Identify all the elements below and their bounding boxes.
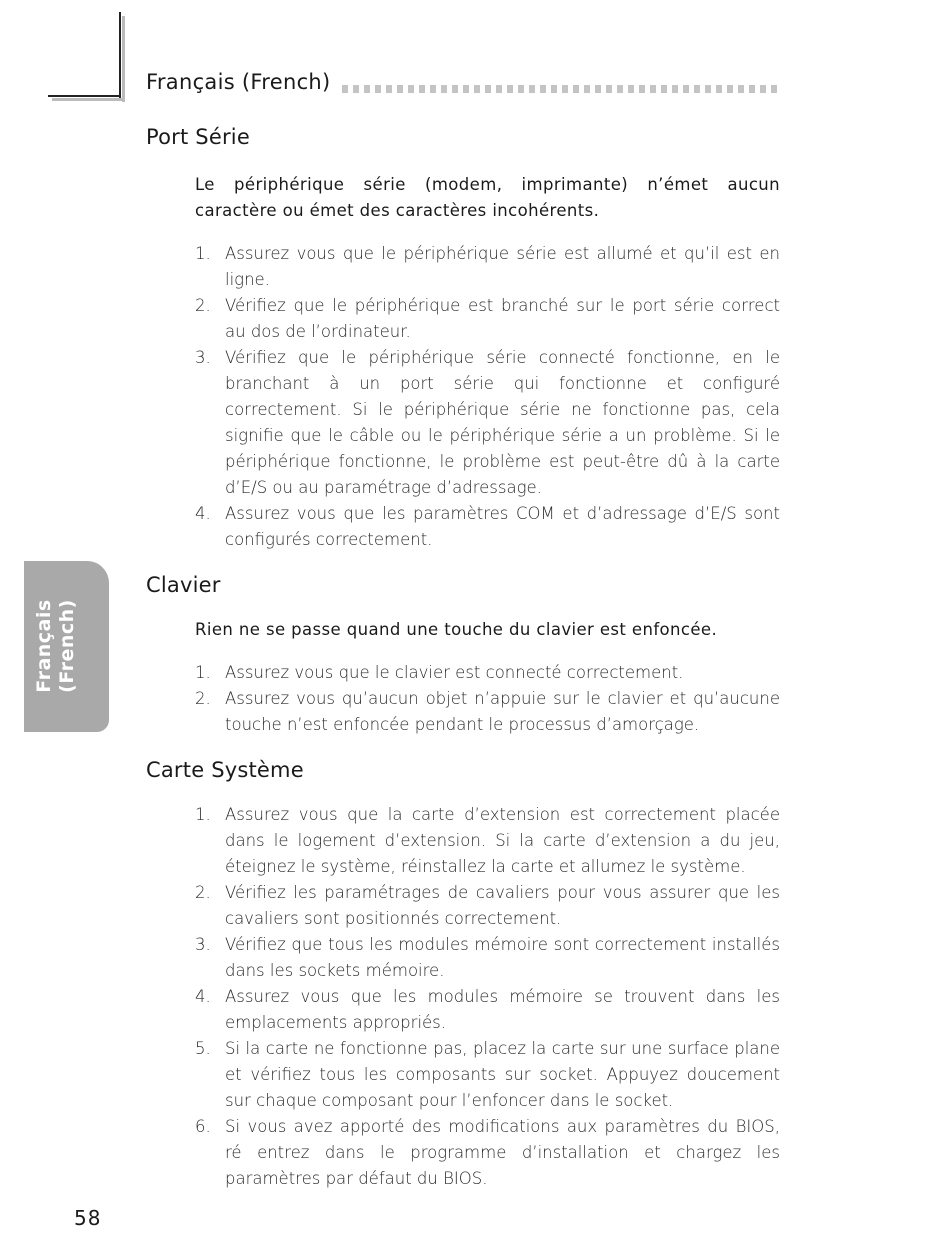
page-number: 58 [74,1206,102,1230]
list-item: 1. Assurez vous que le périphérique série est allumé et qu’il est en ligne. [195,244,780,289]
list-item: 3. Vérifiez que le périphérique série connecté fonctionne, en le branchant à un port série qui fonctionne et configuré correctement. Si le périphérique série ne fonctionne pas, cela signifie que le câble ou le périphérique série a un problème. Si le périphérique fonctionne, le problème est peut-être dû à la carte d’E/S ou au paramétrage d’adressage. [195,348,780,497]
steps-list-clavier [195,660,780,738]
section-title-carte-systeme: Carte Système [146,758,304,782]
header-dotted-rule [342,85,782,93]
list-item: 1. Assurez vous que le clavier est connecté correctement. [195,663,684,682]
list-item: 4. Assurez vous que les modules mémoire se trouvent dans les emplacements appropriés. [195,987,780,1032]
section-title-clavier: Clavier [146,573,221,597]
steps-list-port-serie [195,241,780,553]
list-item: 1. Assurez vous que la carte d’extension est correctement placée dans le logement d’extension. Si la carte d’extension a du jeu, éteignez le système, réinstallez la carte et allumez le système. [195,805,780,876]
steps-list-carte-systeme [195,802,780,1192]
side-tab-line2: (French) [56,599,78,693]
section-lead-clavier: Rien ne se passe quand une touche du clavier est enfoncée. [195,620,718,639]
corner-mark-shadow-horizontal [52,98,125,101]
side-tab-line1: Français [33,599,55,693]
list-item: 2. Vérifiez les paramétrages de cavaliers pour vous assurer que les cavaliers sont positionnés correctement. [195,883,780,928]
section-lead-port-serie: Le périphérique série (modem, imprimante) n’émet aucun caractère ou émet des caractères incohérents. [195,175,780,220]
corner-mark-horizontal [48,95,121,97]
list-item: 2. Assurez vous qu’aucun objet n’appuie sur le clavier et qu’aucune touche n’est enfoncée pendant le processus d’amorçage. [195,689,780,734]
corner-mark-shadow-vertical [122,16,125,102]
list-item: 5. Si la carte ne fonctionne pas, placez la carte sur une surface plane et vérifiez tous les composants sur socket. Appuyez doucement sur chaque composant pour l’enfoncer dans le socket. [195,1039,780,1110]
list-item: 6. Si vous avez apporté des modifications aux paramètres du BIOS, ré entrez dans le programme d’installation et chargez les paramètres par défaut du BIOS. [195,1117,780,1188]
list-item: 2. Vérifiez que le périphérique est branché sur le port série correct au dos de l’ordinateur. [195,296,780,341]
corner-mark-vertical [119,12,121,98]
side-tab-label [33,599,79,693]
list-item: 4. Assurez vous que les paramètres COM et d’adressage d’E/S sont configurés correctement. [195,504,780,549]
section-title-port-serie: Port Série [146,125,250,149]
page-header-title: Français (French) [146,70,331,94]
main-content [146,122,786,1192]
list-item: 3. Vérifiez que tous les modules mémoire sont correctement installés dans les sockets mémoire. [195,935,780,980]
